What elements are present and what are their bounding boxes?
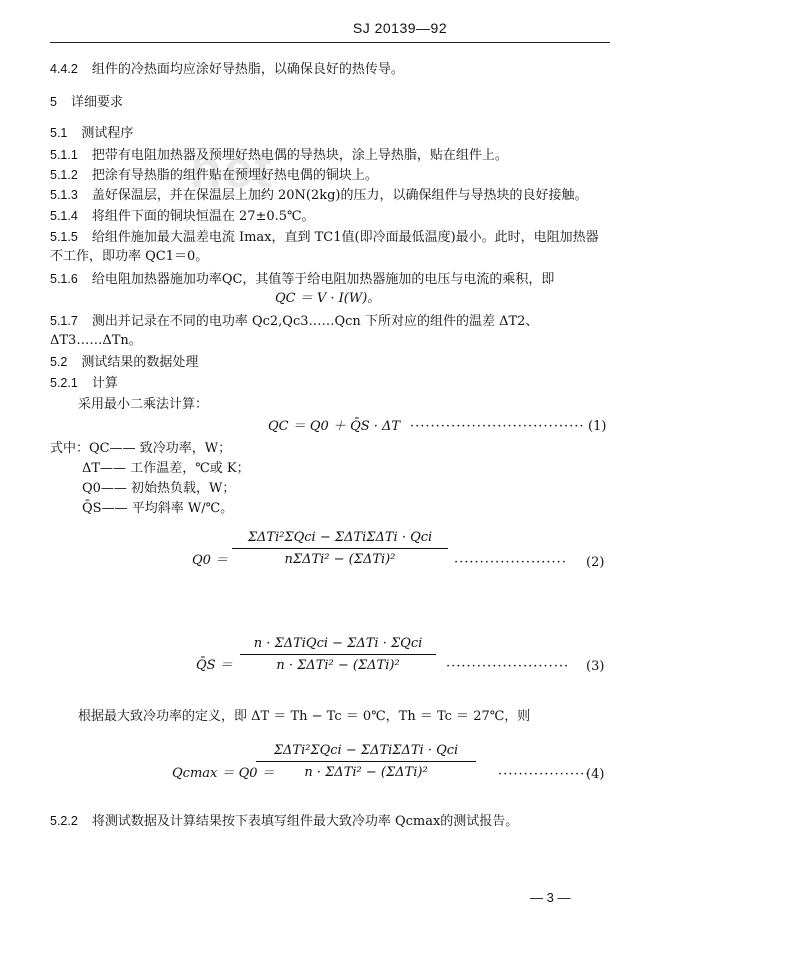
equation-3-leader: ························ <box>446 659 570 674</box>
equation-4-leader: ·················· <box>498 767 591 782</box>
section-number: 5 <box>50 95 57 109</box>
clause-number: 4.4.2 <box>50 62 78 76</box>
clause-5-1-7-cont: ΔT3……ΔTn。 <box>50 333 142 348</box>
clause-number: 5.1.7 <box>50 314 78 328</box>
clause-5-1-6 <box>50 270 554 289</box>
section-number: 5.2.1 <box>50 376 78 390</box>
section-title: 计算 <box>91 376 118 391</box>
equation-2-leader: ······················ <box>454 555 567 570</box>
formula-power: QC ＝ V · I(W)。 <box>275 291 381 306</box>
clause-5-1-2 <box>50 166 378 185</box>
equation-4-fraction <box>256 743 476 780</box>
definition-3: Q0—— 初始热负载，W； <box>82 481 236 496</box>
clause-5-1-5 <box>50 228 599 247</box>
clause-text: 把涂有导热脂的组件贴在预埋好热电偶的铜块上。 <box>91 168 378 183</box>
doc-header-code: SJ 20139—92 <box>352 20 448 36</box>
section-5-1 <box>50 124 133 143</box>
equation-2-number: (2) <box>586 555 605 570</box>
clause-5-1-4 <box>50 207 315 226</box>
equation-4-lhs: Qcmax ＝ Q0 ＝ <box>172 766 275 781</box>
equation-2-fraction <box>232 530 448 567</box>
equation-4-number: (4) <box>586 767 605 782</box>
clause-text: 组件的冷热面均应涂好导热脂，以确保良好的热传导。 <box>91 62 404 77</box>
equation-2-numerator: ΣΔTi²ΣQci − ΣΔTiΣΔTi · Qci <box>247 530 433 545</box>
clause-5-1-1 <box>50 146 508 165</box>
clause-text: 测出并记录在不同的电功率 Qc2,Qc3……Qcn 下所对应的组件的温差 ΔT2、 <box>91 314 539 329</box>
section-number: 5.2 <box>50 355 68 369</box>
definition-1: 式中：QC—— 致冷功率，W； <box>50 441 232 456</box>
equation-3-numerator: n · ΣΔTiQci − ΣΔTi · ΣQci <box>253 636 423 651</box>
watermark: net <box>190 141 274 199</box>
equation-1-leader: ·································· <box>410 419 585 434</box>
equation-4-denominator: n · ΣΔTi² − (ΣΔTi)² <box>304 765 428 780</box>
clause-5-1-7 <box>50 312 538 331</box>
section-5 <box>50 93 123 112</box>
clause-number: 5.1.6 <box>50 272 78 286</box>
header-rule <box>50 42 610 43</box>
equation-3-fraction <box>240 636 436 673</box>
equation-3-denominator: n · ΣΔTi² − (ΣΔTi)² <box>276 658 400 673</box>
clause-5-1-5-cont: 不工作，即功率 QC1＝0。 <box>50 249 209 264</box>
clause-text: 把带有电阻加热器及预埋好热电偶的导热块，涂上导热脂，贴在组件上。 <box>91 148 508 163</box>
equation-4-numerator: ΣΔTi²ΣQci − ΣΔTiΣΔTi · Qci <box>273 743 459 758</box>
section-title: 测试结果的数据处理 <box>81 355 199 370</box>
clause-text: 将测试数据及计算结果按下表填写组件最大致冷功率 Qcmax的测试报告。 <box>91 814 519 829</box>
equation-3-number: (3) <box>586 659 605 674</box>
lsq-intro: 采用最小二乘法计算： <box>78 397 209 412</box>
definition-2: ΔT—— 工作温差，℃或 K； <box>82 461 250 476</box>
page-number: — 3 — <box>530 890 571 905</box>
equation-2-denominator: nΣΔTi² − (ΣΔTi)² <box>284 552 396 567</box>
equation-1: QC ＝ Q0 ＋ Q̄S · ΔT <box>268 419 401 434</box>
section-title: 测试程序 <box>81 126 134 141</box>
max-power-definition: 根据最大致冷功率的定义，即 ΔT ＝ Th − Tc ＝ 0℃，Th ＝ Tc ＝ 27℃，则 <box>78 709 531 724</box>
clause-text: 给组件施加最大温差电流 Imax，直到 TC1值(即冷面最低温度)最小。此时，电阻加热器 <box>91 230 599 245</box>
clause-5-1-3 <box>50 186 587 205</box>
clause-text: 将组件下面的铜块恒温在 27±0.5℃。 <box>91 209 315 224</box>
clause-number: 5.1.1 <box>50 148 78 162</box>
section-number: 5.1 <box>50 126 68 140</box>
section-5-2-1 <box>50 374 118 393</box>
clause-4-4-2 <box>50 60 404 79</box>
equation-3-lhs: Q̄S ＝ <box>196 658 233 673</box>
clause-number: 5.1.4 <box>50 209 78 223</box>
equation-1-number: (1) <box>588 419 607 434</box>
clause-number: 5.2.2 <box>50 814 78 828</box>
section-5-2 <box>50 353 198 372</box>
clause-number: 5.1.3 <box>50 188 78 202</box>
clause-number: 5.1.2 <box>50 168 78 182</box>
clause-5-2-2 <box>50 812 518 831</box>
definition-4: Q̄S—— 平均斜率 W/℃。 <box>82 501 234 516</box>
clause-text: 盖好保温层，并在保温层上加约 20N(2kg)的压力，以确保组件与导热块的良好接触。 <box>91 188 588 203</box>
section-title: 详细要求 <box>70 95 123 110</box>
clause-number: 5.1.5 <box>50 230 78 244</box>
equation-2-lhs: Q0 ＝ <box>192 553 229 568</box>
clause-text: 给电阻加热器施加功率QC，其值等于给电阻加热器施加的电压与电流的乘积，即 <box>91 272 555 287</box>
